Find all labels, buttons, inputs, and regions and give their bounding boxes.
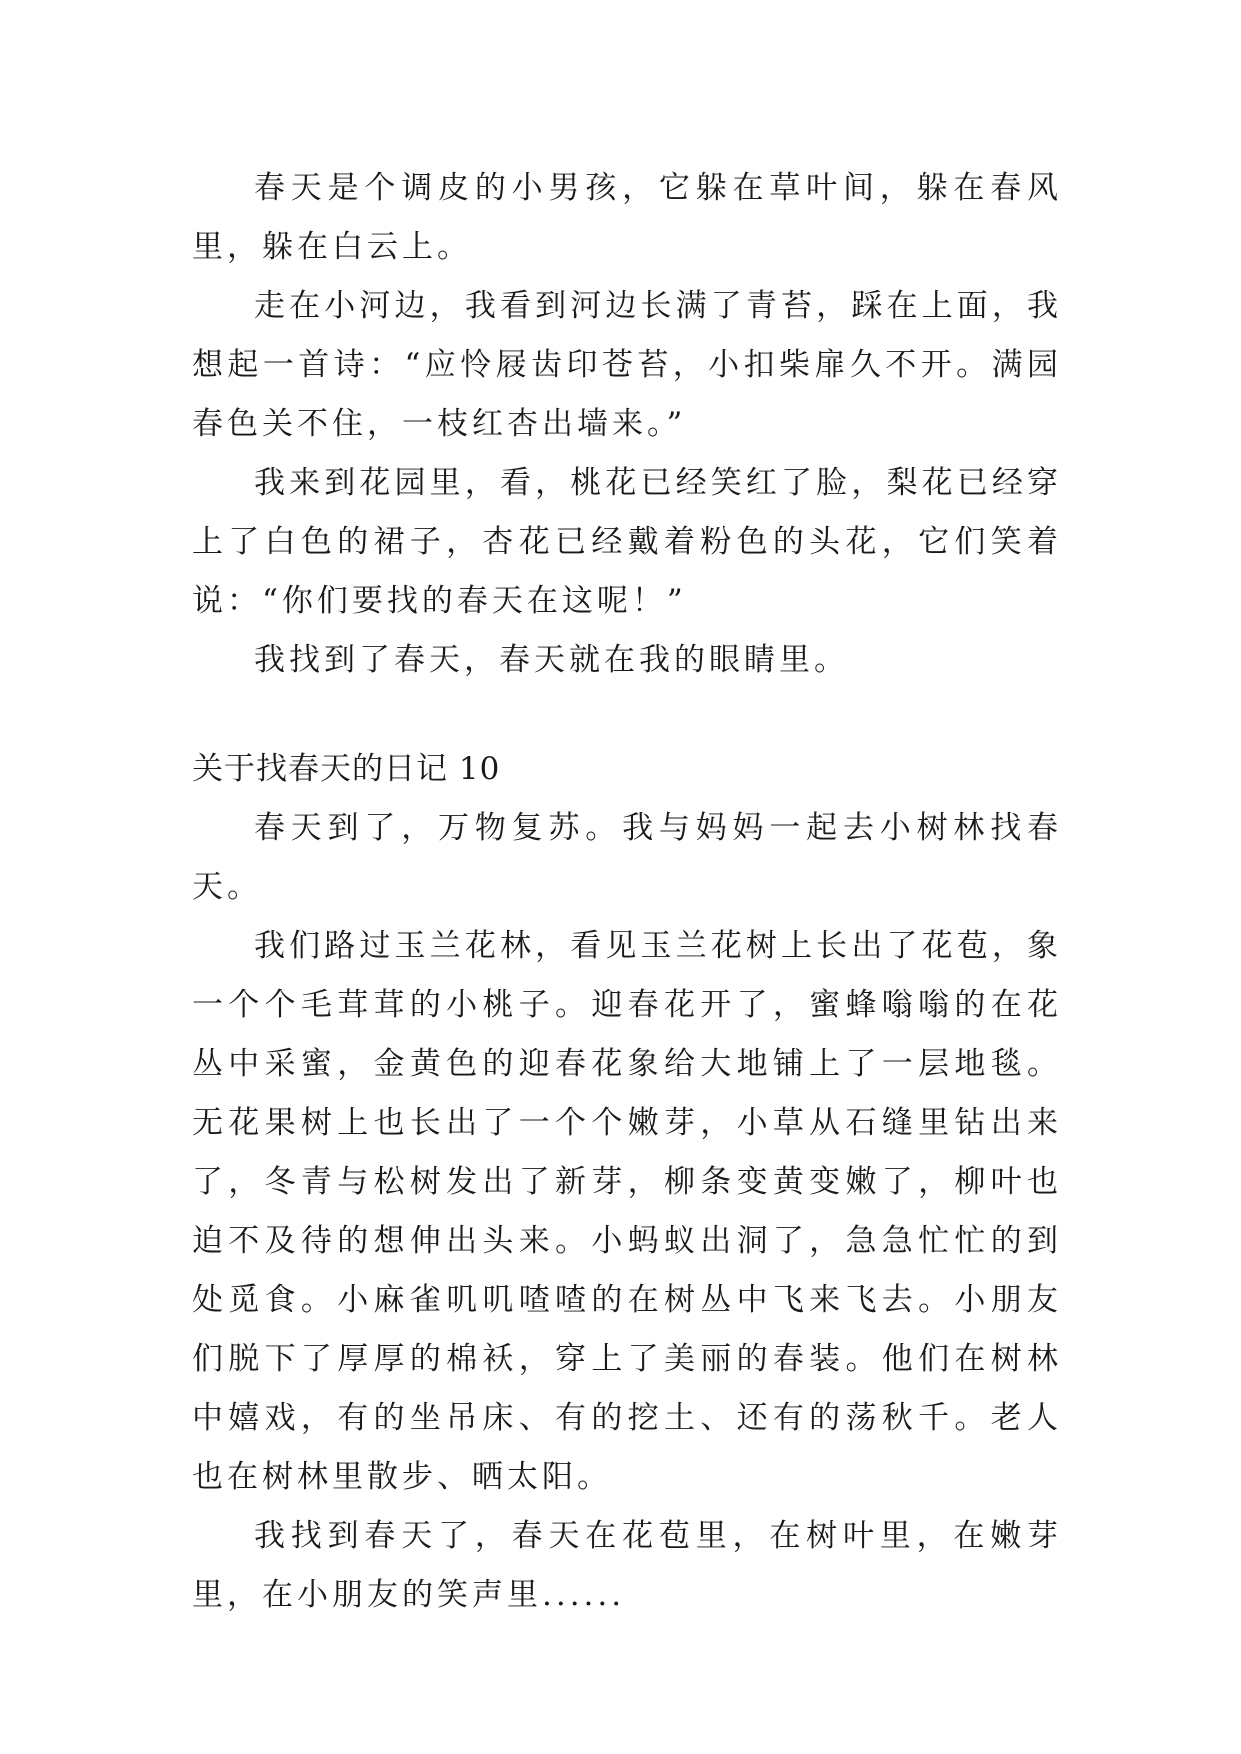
paragraph: 我找到春天了，春天在花苞里，在树叶里，在嫩芽里，在小朋友的笑声里...... (192, 1518, 1062, 1613)
section-title: 关于找春天的日记 10 (192, 751, 501, 787)
paragraph: 走在小河边，我看到河边长满了青苔，踩在上面，我想起一首诗：“应怜屐齿印苍苔，小扣柴扉久不开。满园春色关不住，一枝红杏出墙来。” (192, 288, 1062, 442)
diary-section-two (192, 740, 1062, 1625)
paragraph: 我们路过玉兰花林，看见玉兰花树上长出了花苞，象一个个毛茸茸的小桃子。迎春花开了，蜜蜂嗡嗡的在花丛中采蜜，金黄色的迎春花象给大地铺上了一层地毯。无花果树上也长出了一个个嫩芽，小草从石缝里钻出来了，冬青与松树发出了新芽，柳条变黄变嫩了，柳叶也迫不及待的想伸出头来。小蚂蚁出洞了，急急忙忙的到处觅食。小麻雀叽叽喳喳的在树丛中飞来飞去。小朋友们脱下了厚厚的棉袄，穿上了美丽的春装。他们在树林中嬉戏，有的坐吊床、有的挖土、还有的荡秋千。老人也在树林里散步、晒太阳。 (192, 928, 1062, 1495)
paragraph: 春天是个调皮的小男孩，它躲在草叶间，躲在春风里，躲在白云上。 (192, 170, 1062, 265)
paragraph: 我来到花园里，看，桃花已经笑红了脸，梨花已经穿上了白色的裙子，杏花已经戴着粉色的头花，它们笑着说：“你们要找的春天在这呢！” (192, 465, 1062, 619)
paragraph: 我找到了春天，春天就在我的眼睛里。 (254, 642, 849, 678)
diary-section-one (192, 159, 1062, 690)
paragraph: 春天到了，万物复苏。我与妈妈一起去小树林找春天。 (192, 810, 1062, 905)
